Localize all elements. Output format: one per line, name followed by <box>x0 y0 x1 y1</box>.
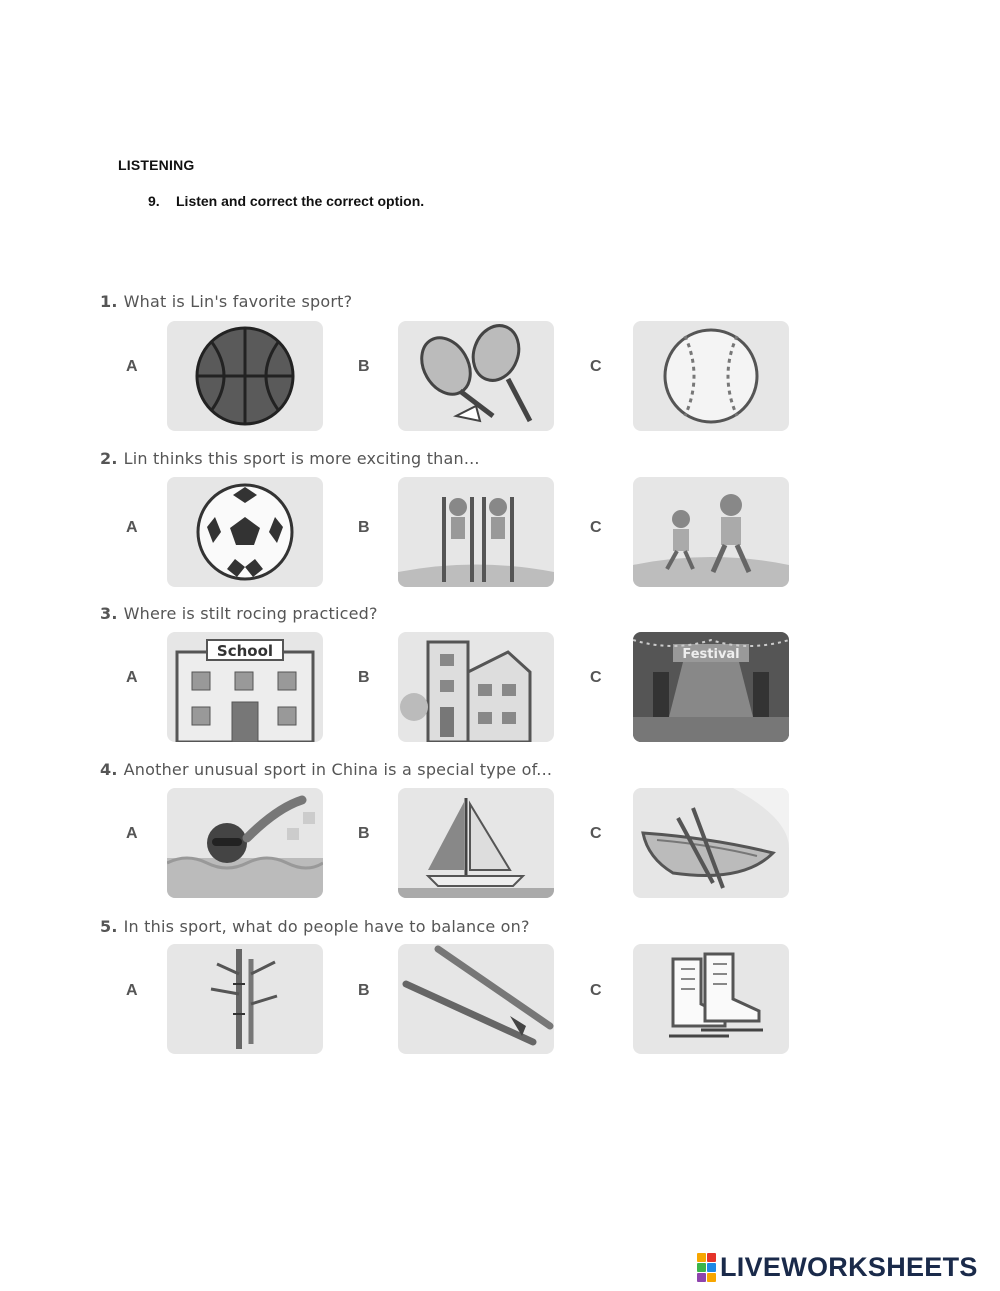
option-letter-a: A <box>126 519 138 536</box>
question-number: 1. <box>100 292 118 311</box>
option-letter-b: B <box>358 825 370 842</box>
option-letter-a: A <box>126 825 138 842</box>
question-number: 4. <box>100 760 118 779</box>
exercise-instruction <box>148 193 424 209</box>
question-number: 2. <box>100 449 118 468</box>
option-letter-c: C <box>590 825 602 842</box>
option-3a-school-image[interactable] <box>167 632 323 742</box>
option-2b-stilt-racing-image[interactable] <box>398 477 554 587</box>
question-text: Another unusual sport in China is a special type of... <box>123 760 553 779</box>
option-3b-building-image[interactable] <box>398 632 554 742</box>
question-3 <box>100 604 378 623</box>
option-4c-rowing-boat-image[interactable] <box>633 788 789 898</box>
question-text: What is Lin's favorite sport? <box>123 292 353 311</box>
option-3c-festival-image[interactable] <box>633 632 789 742</box>
option-letter-b: B <box>358 358 370 375</box>
option-letter-c: C <box>590 669 602 686</box>
logo-square-4 <box>707 1263 716 1272</box>
question-text: Lin thinks this sport is more exciting than... <box>123 449 480 468</box>
option-5b-poles-image[interactable] <box>398 944 554 1054</box>
option-4b-sailing-image[interactable] <box>398 788 554 898</box>
logo-square-3 <box>697 1263 706 1272</box>
option-letter-a: A <box>126 982 138 999</box>
question-number: 5. <box>100 917 118 936</box>
option-2a-football-image[interactable] <box>167 477 323 587</box>
option-letter-c: C <box>590 358 602 375</box>
exercise-instruction-text: Listen and correct the correct option. <box>176 193 425 209</box>
option-letter-c: C <box>590 519 602 536</box>
option-2c-running-race-image[interactable] <box>633 477 789 587</box>
option-letter-c: C <box>590 982 602 999</box>
exercise-number: 9. <box>148 193 160 209</box>
school-sign-text: School <box>216 642 274 660</box>
question-text: Where is stilt rocing practiced? <box>123 604 378 623</box>
logo-square-6 <box>707 1273 716 1282</box>
option-letter-b: B <box>358 982 370 999</box>
logo-square-1 <box>697 1253 706 1262</box>
question-2 <box>100 449 480 468</box>
option-5c-ice-skates-image[interactable] <box>633 944 789 1054</box>
option-4a-swimming-image[interactable] <box>167 788 323 898</box>
question-5 <box>100 917 530 936</box>
question-1 <box>100 292 352 311</box>
question-text: In this sport, what do people have to balance on? <box>123 917 530 936</box>
question-number: 3. <box>100 604 118 623</box>
option-letter-a: A <box>126 358 138 375</box>
liveworksheets-logo <box>697 1253 978 1281</box>
liveworksheets-logo-text: LIVEWORKSHEETS <box>720 1251 978 1282</box>
logo-square-2 <box>707 1253 716 1262</box>
question-4 <box>100 760 552 779</box>
festival-banner-text: Festival <box>682 647 740 662</box>
liveworksheets-logo-icon <box>697 1253 716 1282</box>
logo-square-5 <box>697 1273 706 1282</box>
option-5a-bamboo-image[interactable] <box>167 944 323 1054</box>
option-1a-basketball-image[interactable] <box>167 321 323 431</box>
section-heading: LISTENING <box>118 157 195 173</box>
option-1b-badminton-image[interactable] <box>398 321 554 431</box>
option-letter-a: A <box>126 669 138 686</box>
option-1c-baseball-image[interactable] <box>633 321 789 431</box>
option-letter-b: B <box>358 669 370 686</box>
option-letter-b: B <box>358 519 370 536</box>
